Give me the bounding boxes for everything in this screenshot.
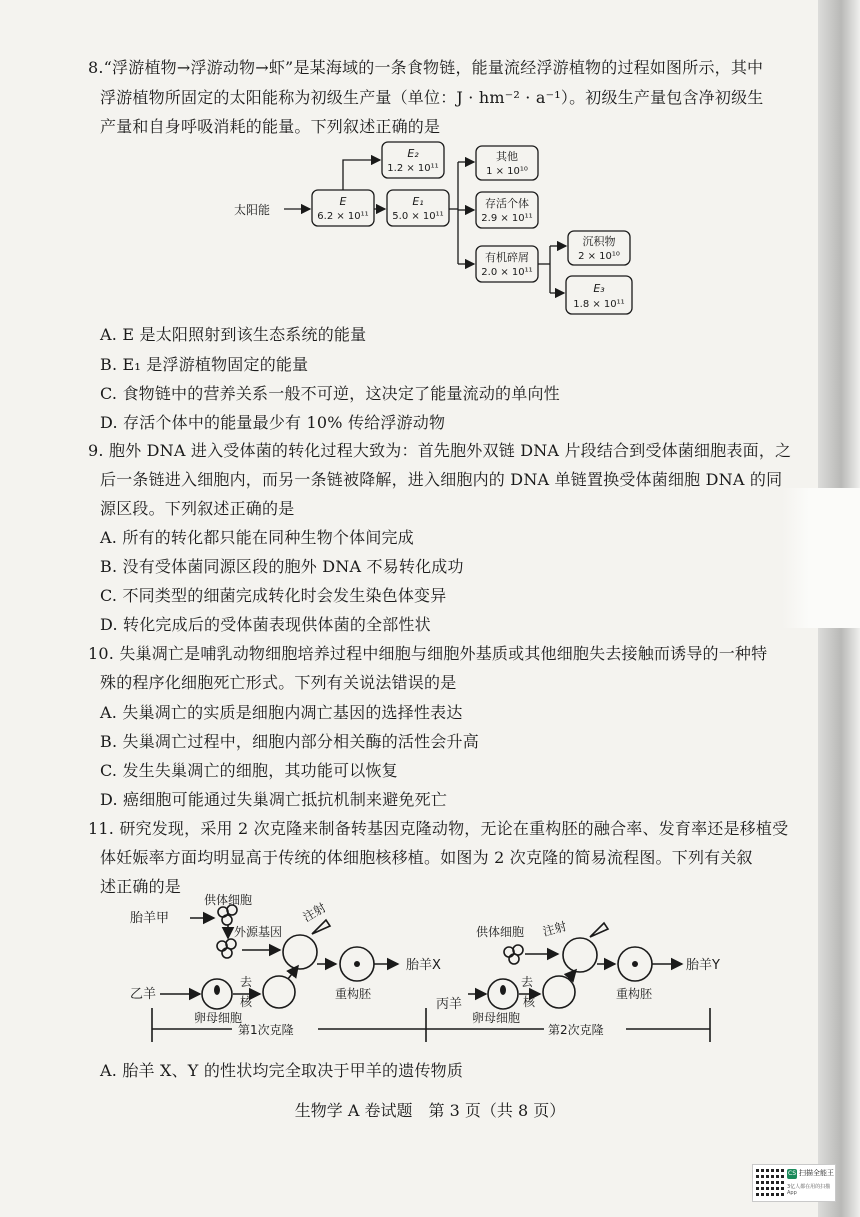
q10-option-b: B. 失巢凋亡过程中，细胞内部分相关酶的活性会升高 xyxy=(100,732,479,751)
q10-option-d: D. 癌细胞可能通过失巢凋亡抵抗机制来避免死亡 xyxy=(100,790,448,809)
page-footer: 生物学 A 卷试题 第 3 页（共 8 页） xyxy=(294,1101,566,1120)
label-e1-val: 5.0 × 10¹¹ xyxy=(392,211,444,222)
label-donor-2: 供体细胞 xyxy=(476,925,525,939)
label-debris-name: 有机碎屑 xyxy=(485,251,529,264)
label-enucleate-2-top: 去 xyxy=(521,975,534,989)
q11-option-a: A. 胎羊 X、Y 的性状均完全取决于甲羊的遗传物质 xyxy=(100,1061,464,1080)
q8-option-b: B. E₁ 是浮游植物固定的能量 xyxy=(100,355,309,374)
label-oocyte-1: 卵母细胞 xyxy=(194,1011,243,1025)
q11-stem-line-1: 11. 研究发现，采用 2 次克隆来制备转基因克隆动物，无论在重构胚的融合率、发育率还是移植受 xyxy=(88,819,789,838)
q10-stem-line-1: 10. 失巢凋亡是哺乳动物细胞培养过程中细胞与细胞外基质或其他细胞失去接触而诱导的一种特 xyxy=(88,644,768,663)
q8-stem-line-2: 浮游植物所固定的太阳能称为初级生产量（单位：J · hm⁻² · a⁻¹）。初级生产量包含净初级生 xyxy=(100,88,764,107)
enucleated-oocyte-2 xyxy=(543,976,575,1008)
label-inject-2: 注射 xyxy=(541,919,568,939)
energy-flow-diagram xyxy=(230,138,650,320)
label-other-val: 1 × 10¹⁰ xyxy=(486,166,528,177)
paper-fold xyxy=(782,488,860,628)
label-inject-1: 注射 xyxy=(300,900,329,925)
q8-stem-line-1: 8.“浮游植物→浮游动物→虾”是某海域的一条食物链，能量流经浮游植物的过程如图所示，其中 xyxy=(88,58,764,77)
label-sheep-b: 乙羊 xyxy=(130,987,157,1002)
q9-option-b: B. 没有受体菌同源区段的胞外 DNA 不易转化成功 xyxy=(100,557,464,576)
label-e-name: E xyxy=(339,195,347,208)
q9-option-a: A. 所有的转化都只能在同种生物个体间完成 xyxy=(100,528,414,547)
label-clone-1: 第1次克隆 xyxy=(238,1023,294,1037)
label-e3-name: E₃ xyxy=(593,282,605,295)
q10-option-c: C. 发生失巢凋亡的细胞，其功能可以恢复 xyxy=(100,761,398,780)
label-fetal-x: 胎羊X xyxy=(406,958,441,973)
enucleated-oocyte-1 xyxy=(263,976,295,1008)
q10-option-a: A. 失巢凋亡的实质是细胞内凋亡基因的选择性表达 xyxy=(100,703,463,722)
q8-stem-line-3: 产量和自身呼吸消耗的能量。下列叙述正确的是 xyxy=(100,117,441,136)
scanner-subtitle: 3亿人都在用的扫描App xyxy=(787,1184,831,1196)
label-enucleate-1-bot: 核 xyxy=(240,995,253,1009)
q11-stem-line-2: 体妊娠率方面均明显高于传统的体细胞核移植。如图为 2 次克隆的简易流程图。下列有关叙 xyxy=(100,848,753,867)
label-oocyte-2: 卵母细胞 xyxy=(472,1011,521,1025)
label-e2-val: 1.2 × 10¹¹ xyxy=(387,163,439,174)
label-sediment-name: 沉积物 xyxy=(582,235,616,248)
q9-stem-line-1: 9. 胞外 DNA 进入受体菌的转化过程大致为：首先胞外双链 DNA 片段结合到受体菌细胞表面，之 xyxy=(88,441,792,460)
fused-cell-2 xyxy=(563,938,597,972)
label-e2-name: E₂ xyxy=(407,147,419,160)
label-fetal-y: 胎羊Y xyxy=(686,958,720,973)
label-sheep-c: 丙羊 xyxy=(436,997,463,1012)
q10-stem-line-2: 殊的程序化细胞死亡形式。下列有关说法错误的是 xyxy=(100,673,457,692)
label-other-name: 其他 xyxy=(496,150,518,163)
label-enucleate-2-bot: 核 xyxy=(523,995,536,1009)
q9-option-d: D. 转化完成后的受体菌表现供体菌的全部性状 xyxy=(100,615,431,634)
label-recon-2: 重构胚 xyxy=(616,987,653,1001)
label-sun: 太阳能 xyxy=(234,203,271,217)
scanner-name: 扫描全能王 xyxy=(799,1169,834,1177)
qr-code-icon xyxy=(756,1168,784,1196)
q11-stem-line-3: 述正确的是 xyxy=(100,877,182,896)
label-enucleate-1-top: 去 xyxy=(240,975,253,989)
label-debris-val: 2.0 × 10¹¹ xyxy=(481,267,533,278)
label-exo-gene: 外源基因 xyxy=(234,925,283,939)
scanner-badge: CS xyxy=(788,1170,796,1177)
q8-option-d: D. 存活个体中的能量最少有 10% 传给浮游动物 xyxy=(100,413,446,432)
label-e-val: 6.2 × 10¹¹ xyxy=(317,211,369,222)
label-recon-1: 重构胚 xyxy=(335,987,372,1001)
q9-stem-line-2: 后一条链进入细胞内，而另一条链被降解，进入细胞内的 DNA 单链置换受体菌细胞 DNA 的同 xyxy=(100,470,783,489)
label-e1-name: E₁ xyxy=(412,195,424,208)
label-e3-val: 1.8 × 10¹¹ xyxy=(573,299,625,310)
fused-cell-1 xyxy=(283,935,317,969)
label-clone-2: 第2次克隆 xyxy=(548,1023,604,1037)
q9-option-c: C. 不同类型的细菌完成转化时会发生染色体变异 xyxy=(100,586,447,605)
cloning-flow-diagram xyxy=(130,892,750,1054)
label-alive-val: 2.9 × 10¹¹ xyxy=(481,213,533,224)
label-fetal-a: 胎羊甲 xyxy=(130,911,170,926)
q8-option-a: A. E 是太阳照射到该生态系统的能量 xyxy=(100,325,367,344)
q9-stem-line-3: 源区段。下列叙述正确的是 xyxy=(100,499,295,518)
label-sediment-val: 2 × 10¹⁰ xyxy=(578,251,620,262)
q8-option-c: C. 食物链中的营养关系一般不可逆，这决定了能量流动的单向性 xyxy=(100,384,560,403)
label-donor-1: 供体细胞 xyxy=(204,893,253,907)
scanner-watermark xyxy=(752,1164,836,1202)
label-alive-name: 存活个体 xyxy=(485,197,529,210)
